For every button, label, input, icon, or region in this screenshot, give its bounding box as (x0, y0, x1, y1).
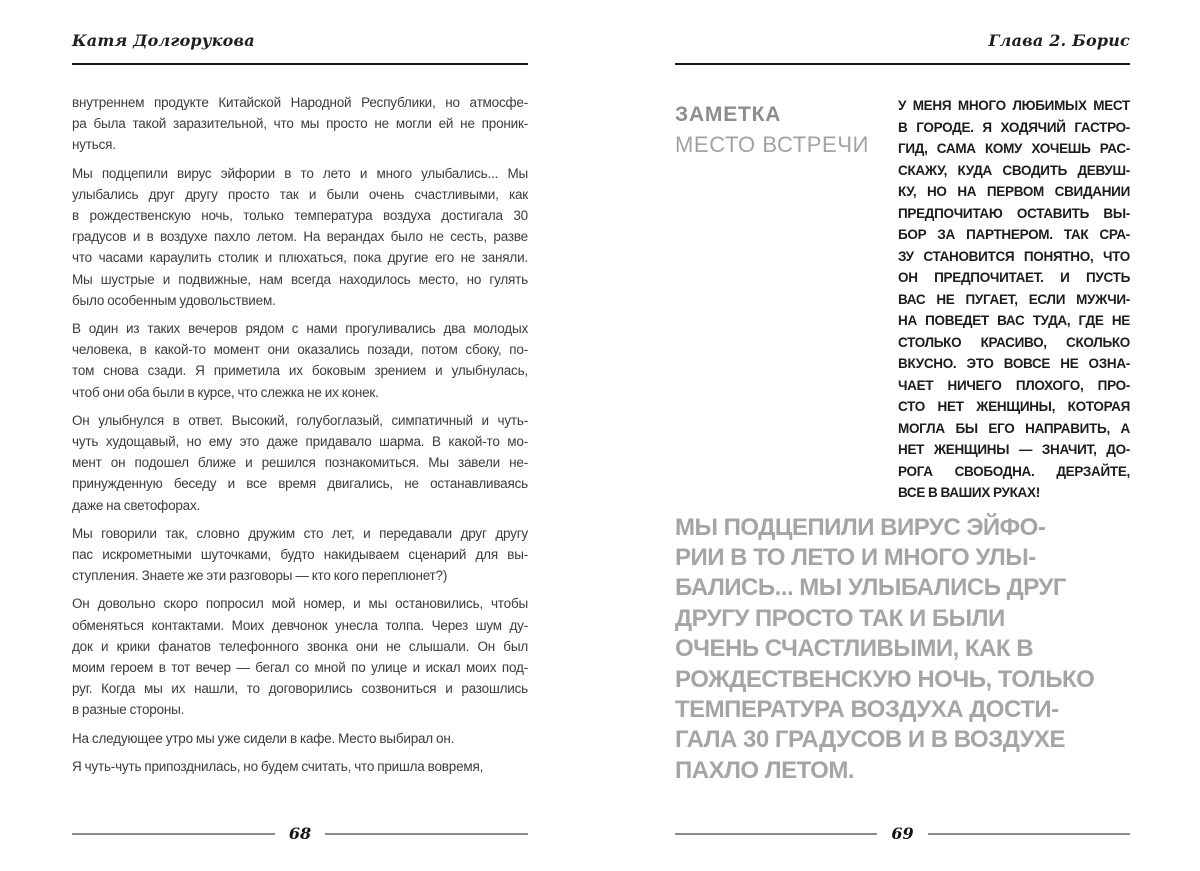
text-line: руг. Когда мы их нашли, то договорились созвониться и разошлись (72, 681, 528, 697)
text-line: в разные стороны. (72, 702, 185, 718)
note-body-text (898, 95, 1130, 504)
page-number-right: 69 (891, 824, 914, 843)
text-line: обменяться контактами. Моих девчонок унесла толпа. Через шум ду- (72, 617, 528, 633)
paragraph (72, 318, 528, 403)
paragraph (72, 163, 528, 311)
text-line: РИИ В ТО ЛЕТО И МНОГО УЛЫ- (675, 543, 1036, 571)
text-line: ПРЕДПОЧИТАЮ ОСТАВИТЬ ВЫ- (898, 205, 1130, 221)
text-line: РОЖДЕСТВЕНСКУЮ НОЧЬ, ТОЛЬКО (675, 665, 1095, 693)
text-line: НЕТ ЖЕНЩИНЫ — ЗНАЧИТ, ДО- (898, 442, 1130, 457)
page-number-left: 68 (288, 824, 312, 843)
text-line: КУ, НО НА ПЕРВОМ СВИДАНИИ (898, 184, 1130, 199)
text-line: ГАЛА 30 ГРАДУСОВ И В ВОЗДУХЕ (675, 726, 1066, 754)
text-line: внутреннем продукте Китайской Народной Республики, но атмосфе- (72, 95, 528, 110)
text-line: НА ПОВЕДЕТ ВАС ТУДА, ГДЕ НЕ (898, 313, 1130, 328)
note-title: МЕСТО ВСТРЕЧИ (675, 132, 869, 157)
paragraph (72, 410, 528, 516)
paragraph (72, 523, 528, 587)
text-line: В один из таких вечеров рядом с нами прогуливались два молодых (72, 321, 528, 337)
text-line: ОН ПРЕДПОЧИТАЕТ. И ПУСТЬ (898, 270, 1130, 285)
right-page (600, 0, 1200, 871)
text-line: было особенным удовольствием. (72, 292, 276, 308)
header-rule-right (675, 63, 1130, 65)
text-line: том снова сзади. Я приметила их боковым зрением и улыбнулась, (72, 363, 528, 379)
text-line: нуться. (72, 137, 116, 153)
text-line: ЧАЕТ НИЧЕГО ПЛОХОГО, ПРО- (898, 377, 1130, 393)
running-head-right (675, 30, 1130, 52)
paragraph (72, 92, 528, 156)
text-line: ВСЕ В ВАШИХ РУКАХ! (898, 485, 1040, 500)
text-line: моим героем в тот вечер — бегал со мной по улице и искал моих под- (72, 660, 528, 676)
text-line: человека, в какой-то момент они оказались позади, потом сбоку, по- (72, 342, 528, 358)
text-line: чуть худощавый, но ему это даже придавало шарма. В какой-то мо- (72, 434, 528, 450)
text-line: МОГЛА БЫ ЕГО НАПРАВИТЬ, А (898, 420, 1130, 436)
text-line: док и крики фанатов телефонного звонка они не слышали. Он был (72, 638, 528, 654)
footer-rule-right-b (928, 833, 1130, 835)
text-line: СТО НЕТ ЖЕНЩИНЫ, КОТОРАЯ (898, 399, 1130, 414)
text-line: БАЛИСЬ... МЫ УЛЫБАЛИСЬ ДРУГ (675, 574, 1066, 602)
text-line: ДРУГУ ПРОСТО ТАК И БЫЛИ (675, 604, 1005, 632)
text-line: ТЕМПЕРАТУРА ВОЗДУХА ДОСТИ- (675, 695, 1059, 723)
text-line: чтоб они оба были в курсе, что слежка не их конек. (72, 384, 379, 400)
pull-quote (675, 513, 1130, 787)
note-label: ЗАМЕТКА (675, 103, 782, 126)
text-line: ОЧЕНЬ СЧАСТЛИВЫМИ, КАК В (675, 635, 1034, 663)
footer-rule-left-a (72, 833, 275, 835)
paragraph (72, 756, 528, 777)
text-line: РОГА СВОБОДНА. ДЕРЗАЙТЕ, (898, 463, 1130, 479)
text-line: в рождественскую ночь, только температура воздуха достигала 30 (72, 208, 528, 224)
text-line: Он довольно скоро попросил мой номер, и мы остановились, чтобы (72, 596, 528, 612)
text-line: ВАС НЕ ПУГАЕТ, ЕСЛИ МУЖЧИ- (898, 291, 1130, 307)
text-line: СКАЖУ, КУДА СВОДИТЬ ДЕВУШ- (898, 162, 1130, 178)
paragraph (72, 728, 528, 749)
text-line: Мы шустрые и подвижные, нам всегда находилось место, но гулять (72, 271, 528, 287)
text-line: СТОЛЬКО КРАСИВО, СКОЛЬКО (898, 334, 1130, 350)
text-line: даже на светофорах. (72, 497, 201, 513)
text-line: Я чуть-чуть припозднилась, но будем считать, что пришла вовремя, (72, 758, 484, 774)
text-line: ГИД, САМА КОМУ ХОЧЕШЬ РАС- (898, 141, 1130, 156)
chapter-title: Глава 2. Борис (988, 31, 1130, 50)
text-line: В ГОРОДЕ. Я ХОДЯЧИЙ ГАСТРО- (898, 119, 1130, 135)
author-name: Катя Долгорукова (72, 31, 255, 50)
text-line: ВКУСНО. ЭТО ВОВСЕ НЕ ОЗНА- (898, 356, 1130, 371)
footer-right (675, 824, 1130, 843)
text-line: У МЕНЯ МНОГО ЛЮБИМЫХ МЕСТ (898, 98, 1130, 113)
footer-left (72, 824, 528, 843)
header-rule-left (72, 63, 528, 65)
text-line: ра была такой заразительной, что мы просто не могли ей не проник- (72, 116, 528, 132)
footer-rule-left-b (325, 833, 528, 835)
text-line: Он улыбнулся в ответ. Высокий, голубоглазый, симпатичный и чуть- (72, 412, 528, 428)
text-line: градусов и в воздухе пахло летом. На верандах было не сесть, разве (72, 229, 528, 245)
text-line: ЗУ СТАНОВИТСЯ ПОНЯТНО, ЧТО (898, 248, 1130, 264)
footer-rule-right-a (675, 833, 877, 835)
text-line: На следующее утро мы уже сидели в кафе. Место выбирал он. (72, 730, 455, 746)
note-heading (675, 95, 898, 504)
text-line: БОР ЗА ПАРТНЕРОМ. ТАК СРА- (898, 227, 1130, 242)
text-line: пас искрометными шуточками, будто накидываем сценарий для вы- (72, 547, 528, 563)
text-line: ПАХЛО ЛЕТОМ. (675, 756, 855, 784)
text-line: Мы подцепили вирус эйфории в то лето и много улыбались... Мы (72, 165, 528, 181)
text-line: улыбались друг другу просто так и были очень счастливыми, как (72, 186, 528, 202)
text-line: принужденную беседу и все время двигались, не останавливаясь (72, 476, 528, 492)
paragraph (72, 593, 528, 720)
text-line: ступления. Знаете же эти разговоры — кто кого переплюнет?) (72, 568, 448, 584)
left-body-text (72, 92, 528, 777)
text-line: что часами караулить столик и плюхаться, пока другие его не заняли. (72, 250, 528, 266)
running-head-left (72, 30, 528, 52)
text-line: Мы говорили так, словно дружим сто лет, и передавали друг другу (72, 525, 528, 541)
note-section (675, 95, 1130, 504)
text-line: МЫ ПОДЦЕПИЛИ ВИРУС ЭЙФО- (675, 513, 1046, 541)
text-line: мент он подошел ближе и решился познакомиться. Мы завели не- (72, 455, 528, 471)
